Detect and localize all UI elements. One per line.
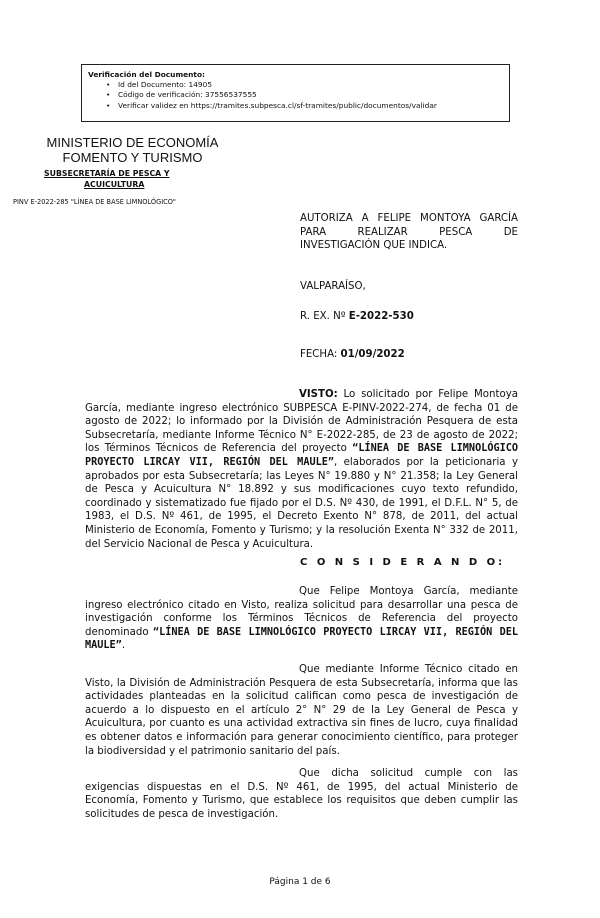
considerando-p1-project: “LÍNEA DE BASE LIMNOLÓGICO PROYECTO LIRCAY VII, REGIÓN DEL MAULE” xyxy=(85,626,518,652)
verification-title: Verificación del Documento: xyxy=(88,70,205,79)
authorization-line1: AUTORIZA A FELIPE MONTOYA GARCÍA xyxy=(300,213,518,224)
ministry-line2: FOMENTO Y TURISMO xyxy=(62,150,203,165)
subsecretaria-line1: SUBSECRETARÍA DE PESCA Y xyxy=(44,169,170,178)
verification-code: • Código de verificación: 37556537555 xyxy=(118,90,509,100)
verification-box xyxy=(81,64,510,122)
verification-url[interactable]: • Verificar validez en https://tramites.subpesca.cl/sf-tramites/public/documentos/validar xyxy=(118,101,509,111)
subsecretaria-line2: ACUICULTURA xyxy=(84,180,145,189)
page-number: Página 1 de 6 xyxy=(269,877,331,887)
considerando-p2-text: Que mediante Informe Técnico citado en Visto, la División de Administración Pesquera de esta Subsecretaría, informa que las actividades planteadas en la solicitud califican como pesca de investigación de acuerdo a lo dispuesto en el artículo 2° N° 29 de la Ley General de Pesca y Acuicultura, por cuanto es una actividad extractiva sin fines de lucro, cuya finalidad es obtener datos e información para generar conocimiento científico, para proteger la biodiversidad y el patrimonio sanitario del país. xyxy=(85,664,518,757)
date-label: FECHA: xyxy=(300,349,341,360)
visto-text-a: Lo solicitado por Felipe Montoya García, mediante ingreso electrónico SUBPESCA E-PINV-2022-274, de fecha 01 de agosto de 2022; lo informado por la División de Administración Pesquera de esta Subsecretaría, mediante Informe Técnico N° E-2022-285, de 23 de agosto de 2022; los Términos Técnicos de Referencia del proyecto xyxy=(85,389,518,455)
subsecretaria xyxy=(44,168,170,190)
verification-id: • Id del Documento: 14905 xyxy=(118,80,509,90)
authorization-line2: PARA REALIZAR PESCA DE xyxy=(300,226,518,238)
visto-text-b: , elaborados por la peticionaria y aprobados por esta Subsecretaría; las Leyes N° 19.880 y N° 21.358; la Ley General de Pesca y Acuicultura N° 18.892 y sus modificaciones cuyo texto refundido, coordinado y sistematizado fue fijado por el D.S. Nº 430, de 1991, el D.F.L. N° 5, de 1983, el D.S. Nº 461, de 1995, el Decreto Exento N° 878, de 2011, del actual Ministerio de Economía, Fomento y Turismo; y la resolución Exenta N° 332 de 2011, del Servicio Nacional de Pesca y Acuicultura. xyxy=(85,456,518,550)
considerando-heading: C O N S I D E R A N D O: xyxy=(300,557,506,568)
considerando-p1 xyxy=(85,585,518,653)
resolution-number xyxy=(300,310,414,324)
verification-list xyxy=(88,80,509,111)
considerando-p1-text: Que Felipe Montoya García, mediante ingreso electrónico citado en Visto, realiza solicitud para desarrollar una pesca de investigación conforme los Términos Técnicos de Referencia del proyecto denominado xyxy=(85,586,518,638)
considerando-p2 xyxy=(85,663,518,758)
considerando-p1-end: . xyxy=(121,640,126,652)
considerando-p3-text: Que dicha solicitud cumple con las exigencias dispuestas en el D.S. Nº 461, de 1995, del actual Ministerio de Economía, Fomento y Turismo, que establece los requisitos que deben cumplir las solicitudes de pesca de investigación. xyxy=(85,768,518,820)
resolution-value: E-2022-530 xyxy=(348,311,414,322)
visto-project: “LÍNEA DE BASE LIMNOLÓGICO PROYECTO LIRCAY VII, REGIÓN DEL MAULE” xyxy=(85,443,518,468)
visto-label: VISTO: xyxy=(299,389,338,400)
considerando-p3 xyxy=(85,767,518,821)
date-value: 01/09/2022 xyxy=(340,349,405,360)
authorization-line3: INVESTIGACIÓN QUE INDICA. xyxy=(300,240,448,252)
visto-paragraph xyxy=(85,388,518,551)
authorization-summary xyxy=(300,212,518,253)
ministry-line1: MINISTERIO DE ECONOMÍA xyxy=(46,135,219,150)
reference-code: PINV E-2022-285 "LÍNEA DE BASE LIMNOLÓGICO" xyxy=(13,198,176,206)
resolution-date xyxy=(300,348,405,362)
resolution-label: R. EX. Nº xyxy=(300,311,349,322)
place: VALPARAÍSO, xyxy=(300,281,366,292)
